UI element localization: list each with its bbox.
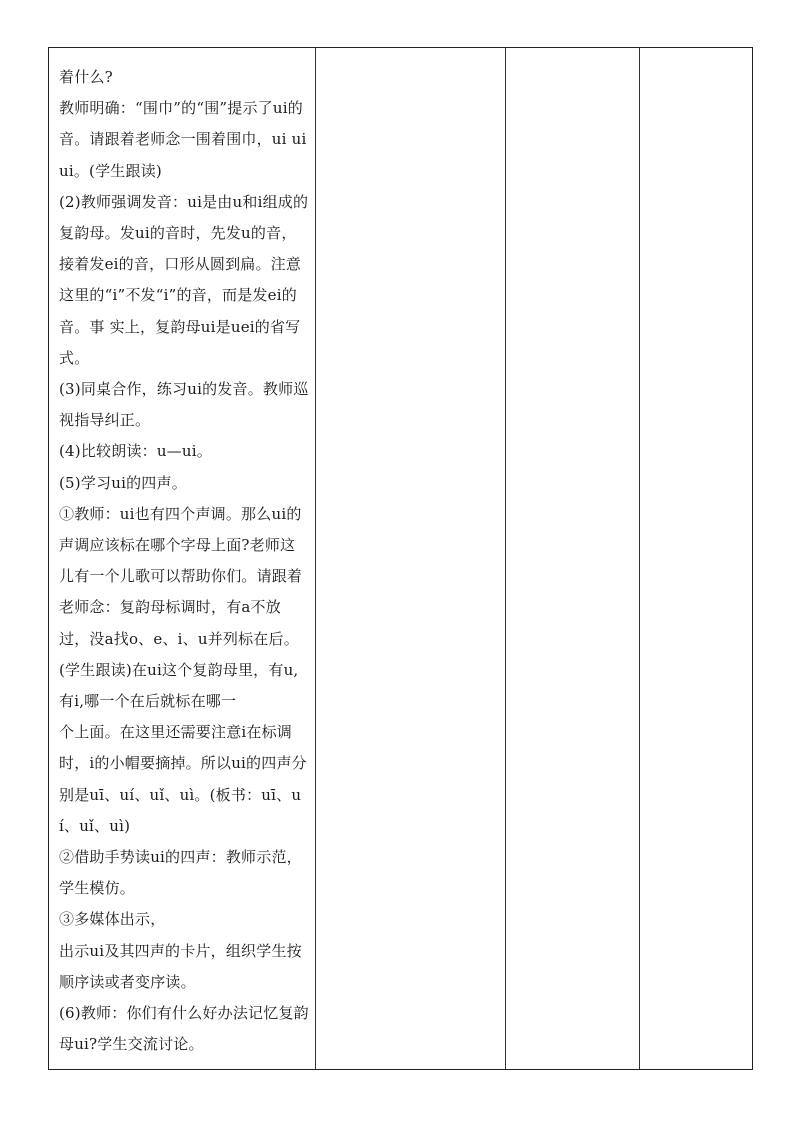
lesson-table (48, 47, 753, 1070)
lesson-paragraph: 接着发ei的音，口形从圆到扁。注意这里的“i”不发“i”的音，而是发ei的音。事 实上，复韵母ui是uei的省写式。 (59, 255, 302, 367)
lesson-paragraph: (5)学习ui的四声。 (59, 473, 187, 492)
lesson-paragraph: ③多媒体出示， (59, 910, 166, 929)
lesson-paragraph: (3)同桌合作，练习ui的发音。教师巡视指导纠正。 (59, 380, 309, 430)
lesson-paragraph: 个上面。在这里还需要注意i在标调时，i的小帽要摘掉。所以ui的四声分别是uī、uí、uǐ、uì。(板书：uī、uí、uǐ、uì) (59, 723, 307, 835)
lesson-paragraph: ①教师：ui也有四个声调。那么ui的声调应该标在哪个字母上面?老师这儿有一个儿歌可以帮助你们。请跟着老师念：复韵母标调时，有a不放过，没a找o、e、i、u并列标在后。(学生跟读)在ui这个复韵母里，有u,有i,哪一个在后就标在哪一 (59, 504, 303, 711)
lesson-paragraph: ②借助手势读ui的四声：教师示范，学生模仿。 (59, 848, 302, 898)
lesson-paragraph: (6)教师：你们有什么好办法记忆复韵母ui?学生交流讨论。 (59, 1004, 309, 1054)
lesson-paragraph: (2)教师强调发音：ui是由u和i组成的复韵母。发ui的音时，先发u的音， (59, 192, 309, 243)
lesson-content-cell (49, 48, 315, 1061)
lesson-paragraph: 着什么? (59, 68, 113, 86)
column-divider (505, 48, 506, 1069)
column-divider (639, 48, 640, 1069)
column-divider (315, 48, 316, 1069)
lesson-paragraph: (4)比较朗读：u—ui。 (59, 442, 212, 461)
lesson-paragraph: 教师明确：“围巾”的“围”提示了ui的音。请跟着老师念一围着围巾，ui uiui。(学生跟读) (59, 99, 307, 180)
lesson-paragraph: 出示ui及其四声的卡片，组织学生按顺序读或者变序读。 (59, 941, 302, 991)
